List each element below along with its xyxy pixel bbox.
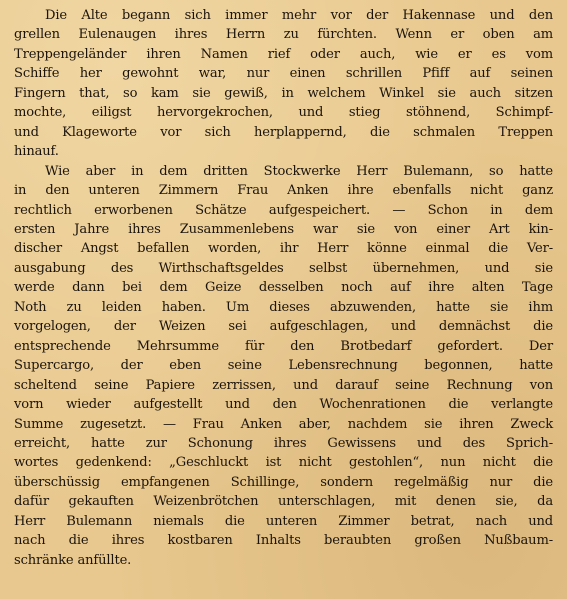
- text-line: entsprechende Mehrsumme für den Brotbedarf gefordert. Der: [14, 338, 553, 354]
- text-line: Schiffe her gewohnt war, nur einen schrillen Pfiff auf seinen: [14, 66, 553, 82]
- text-line: discher Angst befallen worden, ihr Herr könne einmal die Ver-: [14, 241, 553, 257]
- text-line: Supercargo, der eben seine Lebensrechnung begonnen, hatte: [14, 358, 553, 374]
- paragraph-1: [14, 6, 553, 162]
- text-line: dafür gekauften Weizenbrötchen unterschlagen, mit denen sie, da: [14, 494, 553, 510]
- text-line: überschüssig empfangenen Schillinge, sondern regelmäßig nur die: [14, 474, 553, 490]
- text-line: vorn wieder aufgestellt und den Wochenrationen die verlangte: [14, 397, 553, 413]
- text-line: nach die ihres kostbaren Inhalts beraubten großen Nußbaum-: [14, 533, 553, 549]
- text-line: ausgabung des Wirthschaftsgeldes selbst übernehmen, und sie: [14, 260, 553, 276]
- text-line: und Klageworte vor sich herplappernd, die schmalen Treppen: [14, 124, 553, 140]
- text-line: hinauf.: [14, 144, 59, 160]
- text-line: Noth zu leiden haben. Um dieses abzuwenden, hatte sie ihm: [14, 299, 553, 315]
- paragraph-2: [14, 162, 553, 571]
- text-line: rechtlich erworbenen Schätze aufgespeichert. — Schon in dem: [14, 202, 553, 218]
- text-line: vorgelogen, der Weizen sei aufgeschlagen, und demnächst die: [14, 319, 553, 335]
- text-line: Die Alte begann sich immer mehr vor der Hakennase und den: [45, 8, 553, 23]
- text-line: ersten Jahre ihres Zusammenlebens war sie von einer Art kin-: [14, 221, 553, 237]
- text-line: scheltend seine Papiere zerrissen, und darauf seine Rechnung von: [14, 377, 553, 393]
- text-line: schränke anfüllte.: [14, 552, 132, 568]
- text-line: Herr Bulemann niemals die unteren Zimmer betrat, nach und: [14, 513, 553, 529]
- text-line: mochte, eiligst hervorgekrochen, und stieg stöhnend, Schimpf-: [14, 105, 553, 121]
- text-line: grellen Eulenaugen ihres Herrn zu fürchten. Wenn er oben am: [14, 27, 553, 43]
- text-line: Wie aber in dem dritten Stockwerke Herr Bulemann, so hatte: [45, 163, 553, 179]
- text-line: erreicht, hatte zur Schonung ihres Gewissens und des Sprich-: [14, 435, 553, 451]
- text-line: in den unteren Zimmern Frau Anken ihre ebenfalls nicht ganz: [14, 183, 553, 199]
- text-line: werde dann bei dem Geize desselben noch auf ihre alten Tage: [14, 280, 553, 296]
- text-line: Treppengeländer ihren Namen rief oder auch, wie er es vom: [14, 46, 553, 62]
- text-line: Summe zugesetzt. — Frau Anken aber, nachdem sie ihren Zweck: [14, 416, 553, 432]
- text-line: Fingern that, so kam sie gewiß, in welchem Winkel sie auch sitzen: [14, 85, 553, 101]
- text-line: wortes gedenkend: „Geschluckt ist nicht gestohlen“, nun nicht die: [14, 455, 553, 471]
